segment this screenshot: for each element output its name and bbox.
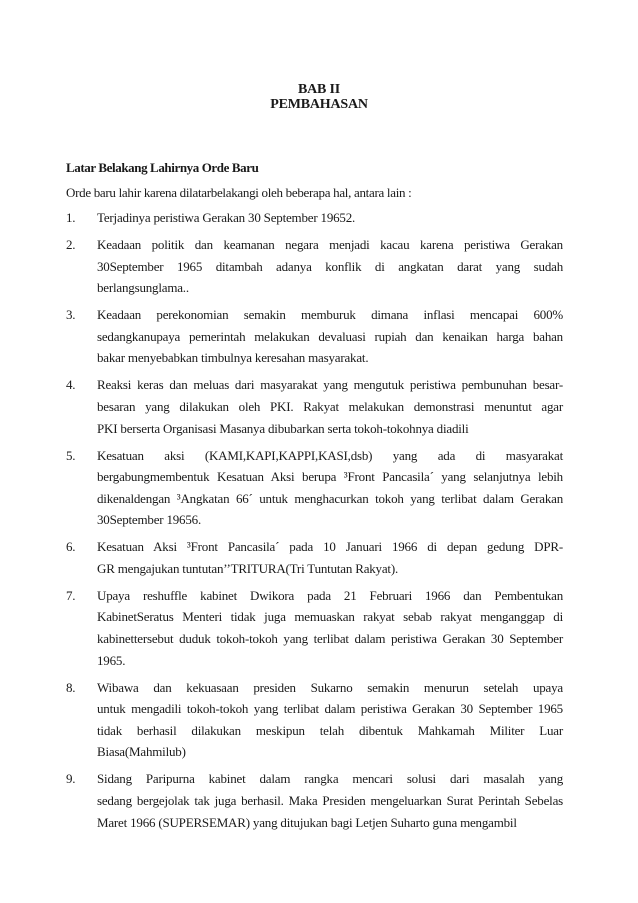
list-item-line: Wibawa dan kekuasaan presiden Sukarno semakin menurun setelah upaya	[97, 679, 563, 695]
list-item-line: KabinetSeratus Menteri tidak juga memuaskan rakyat sebab rakyat menganggap di	[97, 609, 563, 625]
list-item-line: Kesatuan aksi (KAMI,KAPI,KAPPI,KASI,dsb) yang ada di masyarakat	[97, 447, 563, 463]
list-item-number: 9.	[66, 771, 76, 787]
list-item	[66, 585, 563, 671]
list-item	[66, 768, 563, 833]
list-item	[66, 304, 563, 369]
list-item	[66, 536, 563, 579]
list-item-line: 1965.	[97, 652, 126, 668]
list-item-line: berlangsunglama..	[97, 280, 189, 296]
list-item-line: Terjadinya peristiwa Gerakan 30 September 19652.	[97, 210, 356, 225]
list-item	[66, 207, 563, 229]
list-item	[66, 374, 563, 439]
list-item-line: Kesatuan Aksi ³Front Pancasila´ pada 10 Januari 1966 di depan gedung DPR-	[97, 539, 563, 555]
list-item-number: 5.	[66, 447, 76, 463]
list-item-line: Biasa(Mahmilub)	[97, 744, 186, 760]
list-item	[66, 234, 563, 299]
list-item-line: bergabungmembentuk Kesatuan Aksi berupa ³Front Pancasila´ yang selanjutnya lebih	[97, 469, 563, 485]
list-item-line: dikenaldengan ³Angkatan 66´ untuk menghacurkan tokoh yang terlibat dalam Gerakan	[97, 490, 563, 506]
list-item-line: Reaksi keras dan meluas dari masyarakat yang mengutuk peristiwa pembunuhan besar-	[97, 377, 563, 393]
section-heading: Latar Belakang Lahirnya Orde Baru	[66, 160, 259, 175]
list-item-number: 1.	[66, 210, 76, 225]
list-item	[66, 445, 563, 531]
list-item-line: 30September 1965 ditambah adanya konflik di angkatan darat yang sudah	[97, 258, 563, 274]
list-item-number: 2.	[66, 236, 76, 252]
list-item	[66, 677, 563, 763]
list-item-line: sedang bergejolak tak juga berhasil. Maka Presiden mengeluarkan Surat Perintah Sebelas	[97, 792, 563, 808]
chapter-number: BAB II	[298, 82, 340, 97]
list-item-line: besaran yang dilakukan oleh PKI. Rakyat melakukan demonstrasi menuntut agar	[97, 398, 563, 414]
list-item-line: Upaya reshuffle kabinet Dwikora pada 21 Februari 1966 dan Pembentukan	[97, 587, 563, 603]
numbered-list	[66, 207, 563, 839]
list-item-number: 6.	[66, 539, 76, 555]
list-item-line: kabinettersebut duduk tokoh-tokoh yang terlibat dalam peristiwa Gerakan 30 September	[97, 631, 563, 647]
list-item-line: bakar menyebabkan timbulnya keresahan masyarakat.	[97, 350, 369, 366]
list-item-number: 3.	[66, 307, 76, 323]
list-item-line: sedangkanupaya pemerintah melakukan devaluasi rupiah dan kenaikan harga bahan	[97, 328, 563, 344]
list-item-line: Keadaan politik dan keamanan negara menjadi kacau karena peristiwa Gerakan	[97, 236, 563, 252]
intro-sentence: Orde baru lahir karena dilatarbelakangi oleh beberapa hal, antara lain :	[66, 185, 412, 200]
chapter-title: PEMBAHASAN	[270, 97, 368, 112]
list-item-line: untuk mengadili tokoh-tokoh yang terlibat dalam peristiwa Gerakan 30 September 1965	[97, 701, 563, 717]
list-item-line: tidak berhasil dilakukan meskipun telah dibentuk Mahkamah Militer Luar	[97, 722, 563, 738]
list-item-line: GR mengajukan tuntutan’’TRITURA(Tri Tuntutan Rakyat).	[97, 560, 399, 576]
list-item-line: PKI berserta Organisasi Masanya dibubarkan serta tokoh-tokohnya diadili	[97, 420, 469, 436]
list-item-line: Sidang Paripurna kabinet dalam rangka mencari solusi dari masalah yang	[97, 771, 563, 787]
list-item-number: 8.	[66, 679, 76, 695]
list-item-line: 30September 19656.	[97, 512, 201, 528]
list-item-line: Keadaan perekonomian semakin memburuk dimana inflasi mencapai 600%	[97, 307, 563, 323]
list-item-number: 7.	[66, 587, 76, 603]
list-item-number: 4.	[66, 377, 76, 393]
list-item-line: Maret 1966 (SUPERSEMAR) yang ditujukan bagi Letjen Suharto guna mengambil	[97, 814, 517, 830]
